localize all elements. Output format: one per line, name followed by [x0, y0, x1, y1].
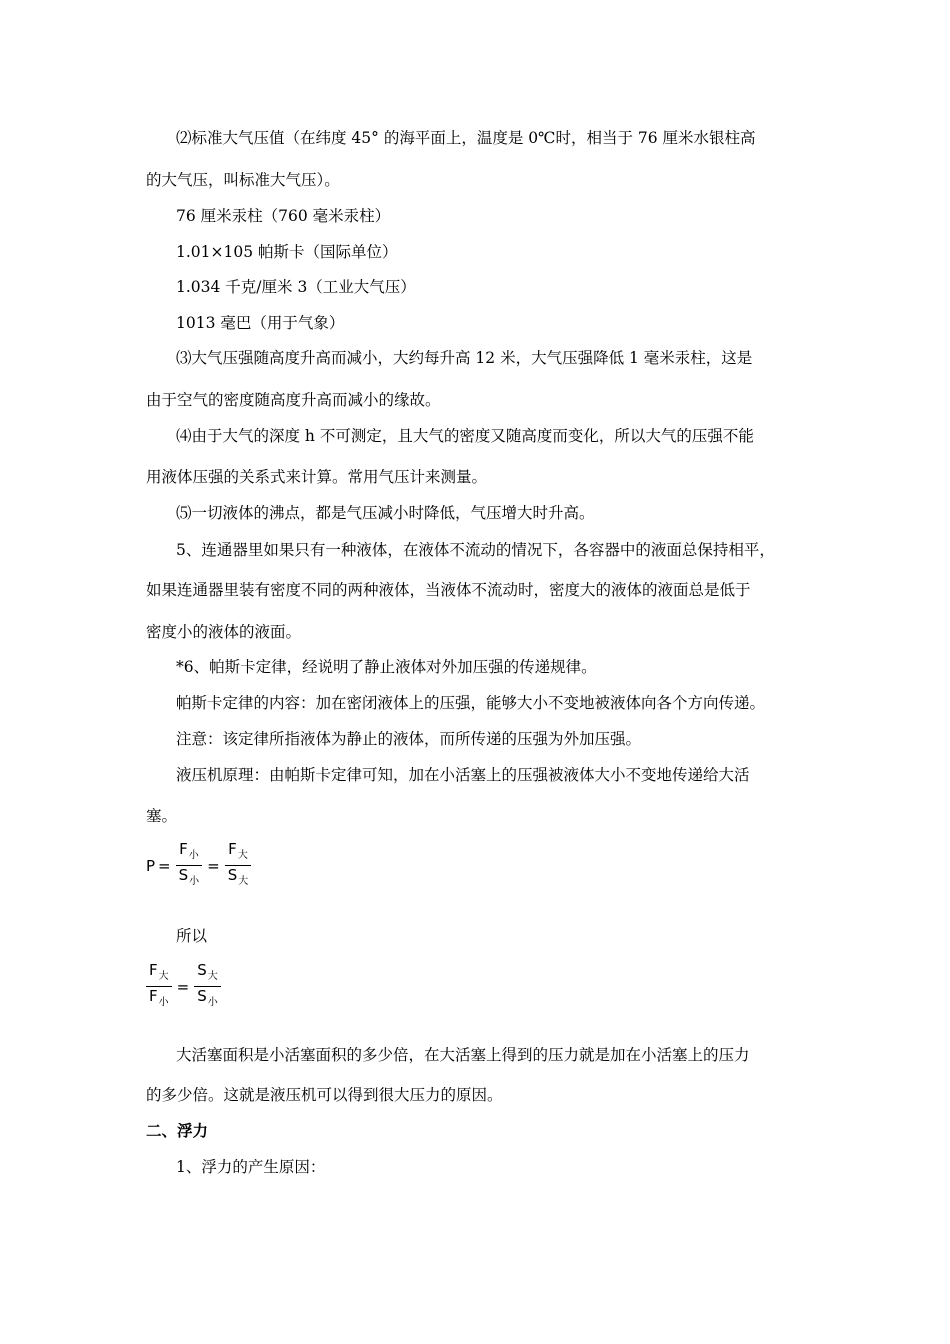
text-line-14: 密度小的液体的液面。	[146, 623, 302, 641]
text-line-23: 1、浮力的产生原因：	[176, 1158, 326, 1176]
fraction-numerator: $F_大$	[149, 961, 169, 982]
text-line-9: ⑷由于大气的深度 h 不可测定，且大气的密度又随高度而变化，所以大气的压强不能	[176, 427, 754, 445]
text-line-1: ⑵标准大气压值（在纬度 45° 的海平面上，温度是 0℃时，相当于 76 厘米水银柱高	[176, 129, 756, 147]
text-line-21: 大活塞面积是小活塞面积的多少倍，在大活塞上得到的压力就是加在小活塞上的压力	[176, 1046, 750, 1064]
text-line-13: 如果连通器里装有密度不同的两种液体，当液体不流动时，密度大的液体的液面总是低于	[146, 581, 751, 599]
fraction-small	[176, 840, 203, 891]
text-line-15: *6、帕斯卡定律，经说明了静止液体对外加压强的传递规律。	[176, 658, 597, 676]
text-line-17: 注意：该定律所指液体为静止的液体，而所传递的压强为外加压强。	[176, 730, 642, 748]
text-line-16: 帕斯卡定律的内容：加在密闭液体上的压强，能够大小不变地被液体向各个方向传递。	[176, 694, 766, 712]
text-line-10: 用液体压强的关系式来计算。常用气压计来测量。	[146, 468, 488, 486]
fraction-denominator: $S_小$	[197, 987, 218, 1008]
formula-equals: =	[158, 856, 171, 875]
force-ratio-formula	[144, 961, 223, 1012]
formula-equals: =	[207, 856, 220, 875]
text-line-3: 76 厘米汞柱（760 毫米汞柱）	[176, 207, 391, 225]
fraction-force	[146, 961, 172, 1012]
fraction-numerator: $F_小$	[179, 840, 199, 861]
fraction-numerator: $F_大$	[228, 840, 248, 861]
text-line-18: 液压机原理：由帕斯卡定律可知，加在小活塞上的压强被液体大小不变地传递给大活	[176, 766, 750, 784]
section-heading: 二、浮力	[146, 1122, 209, 1140]
fraction-area	[194, 961, 221, 1012]
fraction-denominator: $S_大$	[227, 866, 249, 887]
formula-p: P	[146, 856, 156, 875]
fraction-denominator: $F_小$	[149, 987, 169, 1008]
pressure-formula	[146, 840, 253, 891]
text-line-11: ⑸一切液体的沸点，都是气压减小时降低，气压增大时升高。	[176, 504, 595, 522]
text-line-2: 的大气压，叫标准大气压）。	[146, 171, 340, 189]
fraction-numerator: $S_大$	[197, 961, 218, 982]
text-line-20: 所以	[176, 927, 208, 945]
text-line-6: 1013 毫巴（用于气象）	[176, 314, 345, 332]
text-line-22: 的多少倍。这就是液压机可以得到很大压力的原因。	[146, 1086, 503, 1104]
text-line-7: ⑶大气压强随高度升高而减小，大约每升高 12 米，大气压强降低 1 毫米汞柱，这是	[176, 349, 753, 367]
text-line-8: 由于空气的密度随高度升高而减小的缘故。	[146, 391, 441, 409]
text-line-19: 塞。	[146, 807, 178, 825]
text-line-12: 5、连通器里如果只有一种液体，在液体不流动的情况下，各容器中的液面总保持相平，	[176, 541, 775, 559]
text-line-5: 1.034 千克/厘米 3（工业大气压）	[176, 278, 416, 296]
text-line-4: 1.01×105 帕斯卡（国际单位）	[176, 243, 398, 261]
formula-equals: =	[176, 977, 190, 996]
fraction-large	[225, 840, 252, 891]
fraction-denominator: $S_小$	[178, 866, 200, 887]
